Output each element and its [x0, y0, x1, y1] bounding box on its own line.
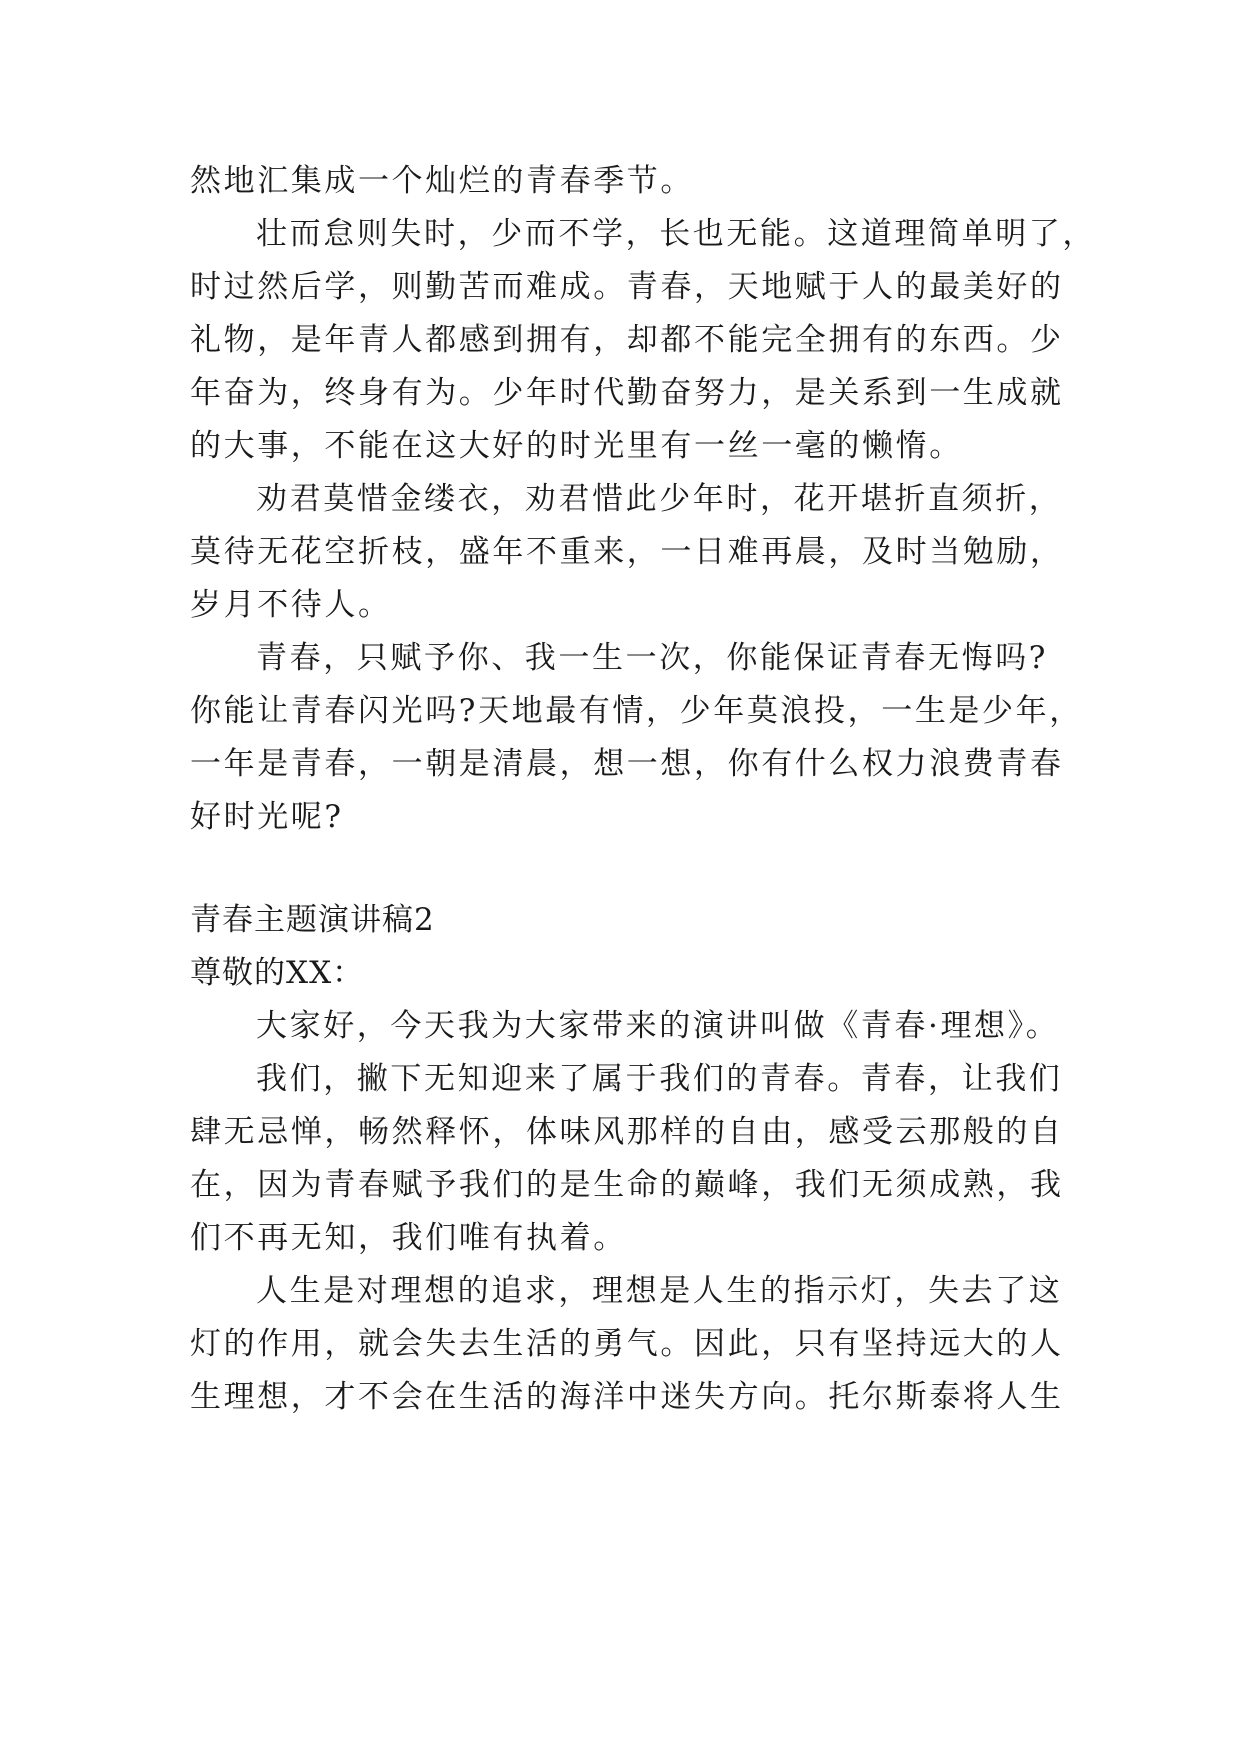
paragraph-line: 人生是对理想的追求，理想是人生的指示灯，失去了这 [256, 1273, 1063, 1309]
paragraph-line: 岁月不待人。 [190, 587, 392, 623]
paragraph-line: 灯的作用，就会失去生活的勇气。因此，只有坚持远大的人 [190, 1326, 1064, 1362]
paragraph-line: 然地汇集成一个灿烂的青春季节。 [190, 163, 694, 199]
paragraph-line: 在，因为青春赋予我们的是生命的巅峰，我们无须成熟，我 [190, 1167, 1064, 1203]
paragraph-line: 大家好，今天我为大家带来的演讲叫做《青春·理想》。 [256, 1008, 1060, 1044]
paragraph-line: 壮而怠则失时，少而不学，长也无能。这道理简单明了， [256, 216, 1096, 252]
salutation: 尊敬的XX： [190, 955, 365, 991]
paragraph-line: 肆无忌惮，畅然释怀，体味风那样的自由，感受云那般的自 [190, 1114, 1064, 1150]
section-title: 青春主题演讲稿2 [190, 902, 435, 938]
paragraph-line: 你能让青春闪光吗?天地最有情，少年莫浪投，一生是少年， [190, 693, 1083, 729]
paragraph-line: 时过然后学，则勤苦而难成。青春，天地赋于人的最美好的 [190, 269, 1064, 305]
paragraph-line: 好时光呢? [190, 799, 344, 835]
paragraph-line: 我们，撇下无知迎来了属于我们的青春。青春，让我们 [256, 1061, 1063, 1097]
paragraph-line: 一年是青春，一朝是清晨，想一想，你有什么权力浪费青春 [190, 746, 1064, 782]
paragraph-line: 生理想，才不会在生活的海洋中迷失方向。托尔斯泰将人生 [190, 1379, 1064, 1415]
paragraph-line: 莫待无花空折枝，盛年不重来，一日难再晨，及时当勉励， [190, 534, 1064, 570]
document-body [190, 155, 1096, 1424]
paragraph-line: 青春，只赋予你、我一生一次，你能保证青春无悔吗? [256, 640, 1049, 676]
paragraph-line: 劝君莫惜金缕衣，劝君惜此少年时，花开堪折直须折， [256, 481, 1063, 517]
paragraph-line: 礼物，是年青人都感到拥有，却都不能完全拥有的东西。少 [190, 322, 1064, 358]
paragraph-line: 的大事，不能在这大好的时光里有一丝一毫的懒惰。 [190, 428, 963, 464]
paragraph-line: 年奋为，终身有为。少年时代勤奋努力，是关系到一生成就 [190, 375, 1064, 411]
section-gap [190, 844, 1070, 894]
paragraph-line: 们不再无知，我们唯有执着。 [190, 1220, 627, 1256]
